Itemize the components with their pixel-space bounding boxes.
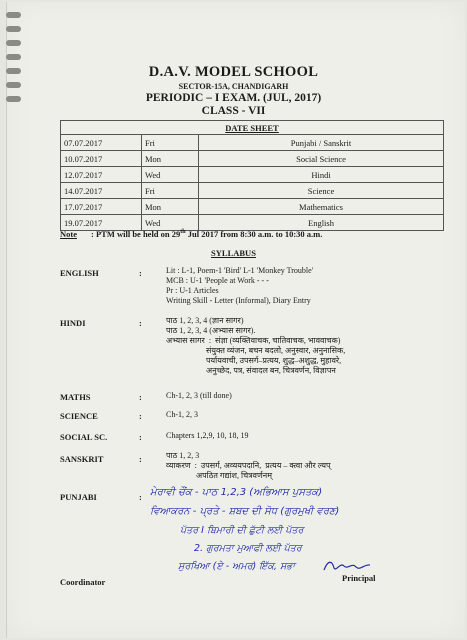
- date-sheet-title: DATE SHEET: [61, 121, 444, 135]
- date-sheet-table: [60, 120, 444, 231]
- subject-cell: English: [199, 215, 444, 231]
- syllabus-line: MCB : U-1 'People at Work - - -: [166, 276, 269, 285]
- school-header: [0, 64, 467, 117]
- sanskrit-syllabus: [166, 451, 331, 481]
- syllabus-line: संयुक्त व्यंजन, बचन बदलो, अनुस्वार, अनुनासिक,: [166, 346, 346, 355]
- syllabus-line: अभ्यास सागर : संज्ञा (व्यक्तिवाचक, चातिवाचक, भाववाचक): [166, 336, 341, 345]
- handwritten-punjabi-line: ਮੇਰਾਵੀ ਚੌਂਕ - ਪਾਠ 1,2,3 (ਅਭਿਆਸ ਪੁਸਤਕ): [150, 487, 323, 498]
- social-science-syllabus: [166, 431, 248, 441]
- subject-maths: MATHS: [60, 392, 91, 402]
- subject-cell: Hindi: [199, 167, 444, 183]
- hindi-syllabus: [166, 316, 345, 376]
- note-label: Note: [60, 229, 77, 239]
- maths-syllabus: [166, 391, 232, 401]
- colon: :: [139, 411, 142, 421]
- table-row: [61, 135, 444, 151]
- science-syllabus: [166, 410, 198, 420]
- subject-punjabi: PUNJABI: [60, 492, 97, 502]
- syllabus-line: व्याकरण : उपसर्ग, अव्ययपदानि, प्रत्यय – क्त्वा और ल्यप्: [166, 461, 331, 470]
- syllabus-line: अपठित गद्यांश, चित्रवर्णनम्: [166, 471, 273, 480]
- table-row: [61, 151, 444, 167]
- syllabus-line: Lit : L-1, Poem-1 'Bird' L-1 'Monkey Trouble': [166, 266, 314, 275]
- coordinator-label: Coordinator: [60, 577, 106, 587]
- note-text-end: Jul 2017 from 8:30 a.m. to 10:30 a.m.: [185, 229, 323, 239]
- syllabus-line: पर्यायवाची, उपसर्ग–प्रत्यय, शुद्ध–अशुद्ध, मुहावरे,: [166, 356, 342, 365]
- syllabus-line: पाठ 1, 2, 3, 4 (ज्ञान सागर): [166, 316, 244, 325]
- class-title: CLASS - VII: [201, 105, 266, 117]
- english-syllabus: [166, 266, 313, 306]
- colon: :: [139, 432, 142, 442]
- syllabus-line: Writing Skill - Letter (Informal), Diary Entry: [166, 296, 311, 305]
- school-address: SECTOR-15A, CHANDIGARH: [178, 82, 289, 91]
- syllabus-line: Chapters 1,2,9, 10, 18, 19: [166, 431, 249, 440]
- colon: :: [139, 268, 142, 278]
- subject-sanskrit: SANSKRIT: [60, 454, 104, 464]
- exam-title: PERIODIC – I EXAM. (JUL, 2017): [145, 92, 322, 104]
- principal-label: Principal: [342, 573, 376, 583]
- principal-signature-icon: [322, 558, 372, 574]
- colon: :: [139, 454, 142, 464]
- day-cell: Wed: [142, 215, 199, 231]
- subject-science: SCIENCE: [60, 411, 98, 421]
- syllabus-line: Ch-1, 2, 3 (till done): [166, 391, 232, 400]
- handwritten-punjabi-line: ਸੁਰਖਿਆ (ਏ - ਅਮਰ) ਇੱਕ, ਸਭਾ: [178, 561, 295, 572]
- school-name: D.A.V. MODEL SCHOOL: [148, 64, 319, 80]
- syllabus-line: पाठ 1, 2, 3, 4 (अभ्यास सागर).: [166, 326, 256, 335]
- handwritten-punjabi-line: ਪੱਤਰ I ਬਿਮਾਰੀ ਦੀ ਛੁੱਟੀ ਲਈ ਪੱਤਰ: [180, 525, 304, 536]
- handwritten-punjabi-line: ਵਿਆਕਰਨ - ਪ੍ਰਤੇ - ਸ਼ਬਦ ਦੀ ਸੋਧ (ਗੁਰਮੁਖੀ ਵਰਣ): [150, 506, 340, 517]
- subject-cell: Mathematics: [199, 199, 444, 215]
- note-superscript: th: [180, 229, 186, 236]
- syllabus-line: अनुच्छेद, पत्र, संवादल बन, चित्रवर्णन, विज्ञापन: [166, 366, 336, 375]
- syllabus-line: पाठ 1, 2, 3: [166, 451, 200, 460]
- handwritten-punjabi-line: 2. ਗੁਰਮਤਾ ਮੁਆਫੀ ਲਈ ਪੱਤਰ: [194, 543, 302, 554]
- day-cell: Mon: [142, 151, 199, 167]
- syllabus-title: SYLLABUS: [211, 248, 256, 258]
- subject-cell: Punjabi / Sanskrit: [199, 135, 444, 151]
- subject-social-science: SOCIAL SC.: [60, 432, 108, 442]
- syllabus-line: Ch-1, 2, 3: [166, 410, 198, 419]
- ptm-note: [60, 229, 322, 239]
- subject-cell: Social Science: [199, 151, 444, 167]
- date-cell: 12.07.2017: [61, 167, 142, 183]
- syllabus-line: Pr : U-1 Articles: [166, 286, 219, 295]
- day-cell: Mon: [142, 199, 199, 215]
- colon: :: [139, 318, 142, 328]
- colon: :: [139, 492, 142, 502]
- subject-cell: Science: [199, 183, 444, 199]
- day-cell: Fri: [142, 135, 199, 151]
- note-text: : PTM will be held on 29: [91, 229, 181, 239]
- date-cell: 14.07.2017: [61, 183, 142, 199]
- date-cell: 10.07.2017: [61, 151, 142, 167]
- table-row: [61, 183, 444, 199]
- date-cell: 17.07.2017: [61, 199, 142, 215]
- subject-hindi: HINDI: [60, 318, 86, 328]
- date-cell: 07.07.2017: [61, 135, 142, 151]
- subject-english: ENGLISH: [60, 268, 99, 278]
- day-cell: Wed: [142, 167, 199, 183]
- date-cell: 19.07.2017: [61, 215, 142, 231]
- table-row: [61, 199, 444, 215]
- colon: :: [139, 392, 142, 402]
- table-row: [61, 167, 444, 183]
- day-cell: Fri: [142, 183, 199, 199]
